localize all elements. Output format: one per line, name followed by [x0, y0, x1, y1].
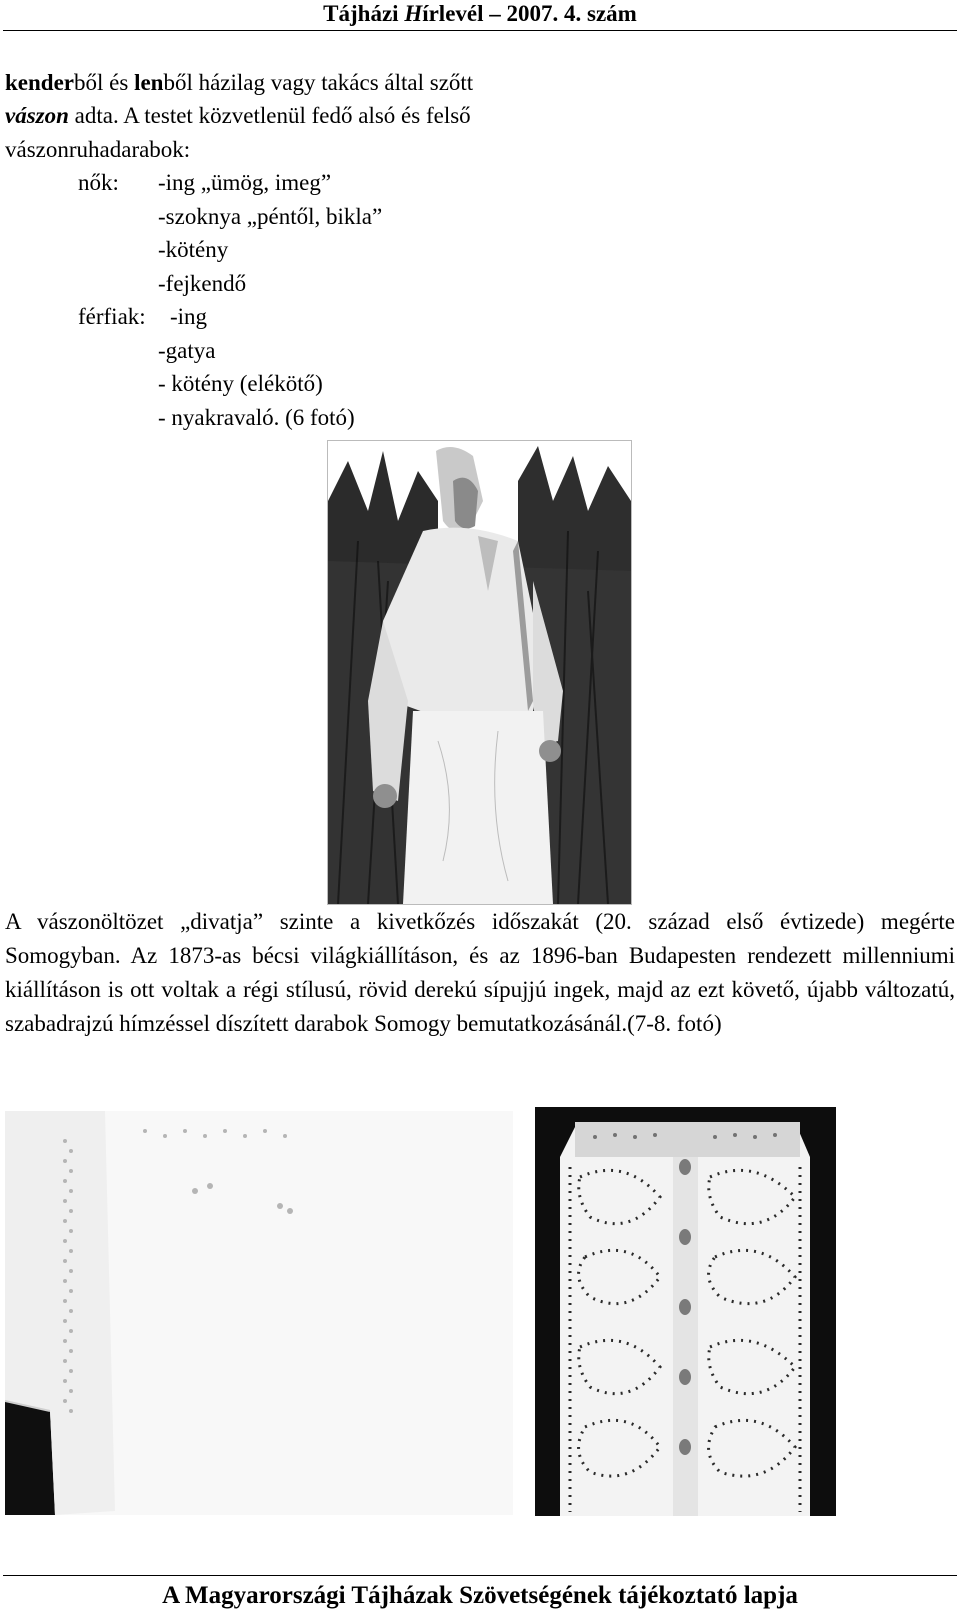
newsletter-footer: A Magyarországi Tájházak Szövetségének tájékoztató lapja	[162, 1582, 798, 1609]
intro-line-1	[5, 69, 473, 97]
intro-text: ből házilag vagy takács által szőtt	[163, 70, 474, 95]
women-item-2: -szoknya „péntől, bikla”	[158, 204, 383, 229]
bold-italic-vaszon: vászon	[5, 103, 69, 128]
men-item-2: -gatya	[158, 338, 216, 363]
photo-embroidered-blouse	[535, 1107, 836, 1516]
intro-text: ből és	[74, 70, 135, 95]
footer-divider	[3, 1575, 957, 1576]
caption-paragraph: A vászonöltözet „divatja” szinte a kivetkőzés időszakát (20. század első évtizede) megérte Somogyban. Az 1873-as bécsi világkiállításon, és az 1896-ban Budapesten rendezett millenniumi kiállításon is ott voltak a régi stílusú, rövid derekú sípujjú ingek, majd az ezt követő, újabb változatú, szabadrajzú hímzéssel díszített darabok Somogy bemutatkozásánál.(7-8. fotó)	[5, 909, 955, 1036]
header-title-part1: Tájházi	[323, 1, 405, 26]
header-divider	[3, 30, 957, 31]
header-title-italic: H	[404, 1, 423, 26]
women-label: nők:	[78, 170, 119, 195]
bold-len: len	[134, 70, 164, 95]
women-item-1: -ing „ümög, imeg”	[158, 170, 332, 195]
newsletter-header	[0, 0, 960, 30]
bold-kender: kender	[5, 70, 74, 95]
men-label: férfiak:	[78, 304, 146, 329]
men-item-3: - kötény (elékötő)	[158, 371, 323, 396]
men-item-1: -ing	[170, 304, 208, 329]
women-item-3: -kötény	[158, 237, 229, 262]
intro-line-2	[5, 102, 471, 130]
intro-line-3: vászonruhadarabok:	[5, 137, 191, 162]
photo-linen-shirt	[5, 1111, 513, 1515]
header-title-part2: írlevél – 2007. 4. szám	[422, 1, 637, 26]
intro-text: adta. A testet közvetlenül fedő alsó és felső	[68, 103, 471, 128]
photo-woman-linen-clothing	[327, 440, 632, 905]
women-item-4: -fejkendő	[158, 271, 247, 296]
men-item-4: - nyakravaló. (6 fotó)	[158, 405, 355, 430]
